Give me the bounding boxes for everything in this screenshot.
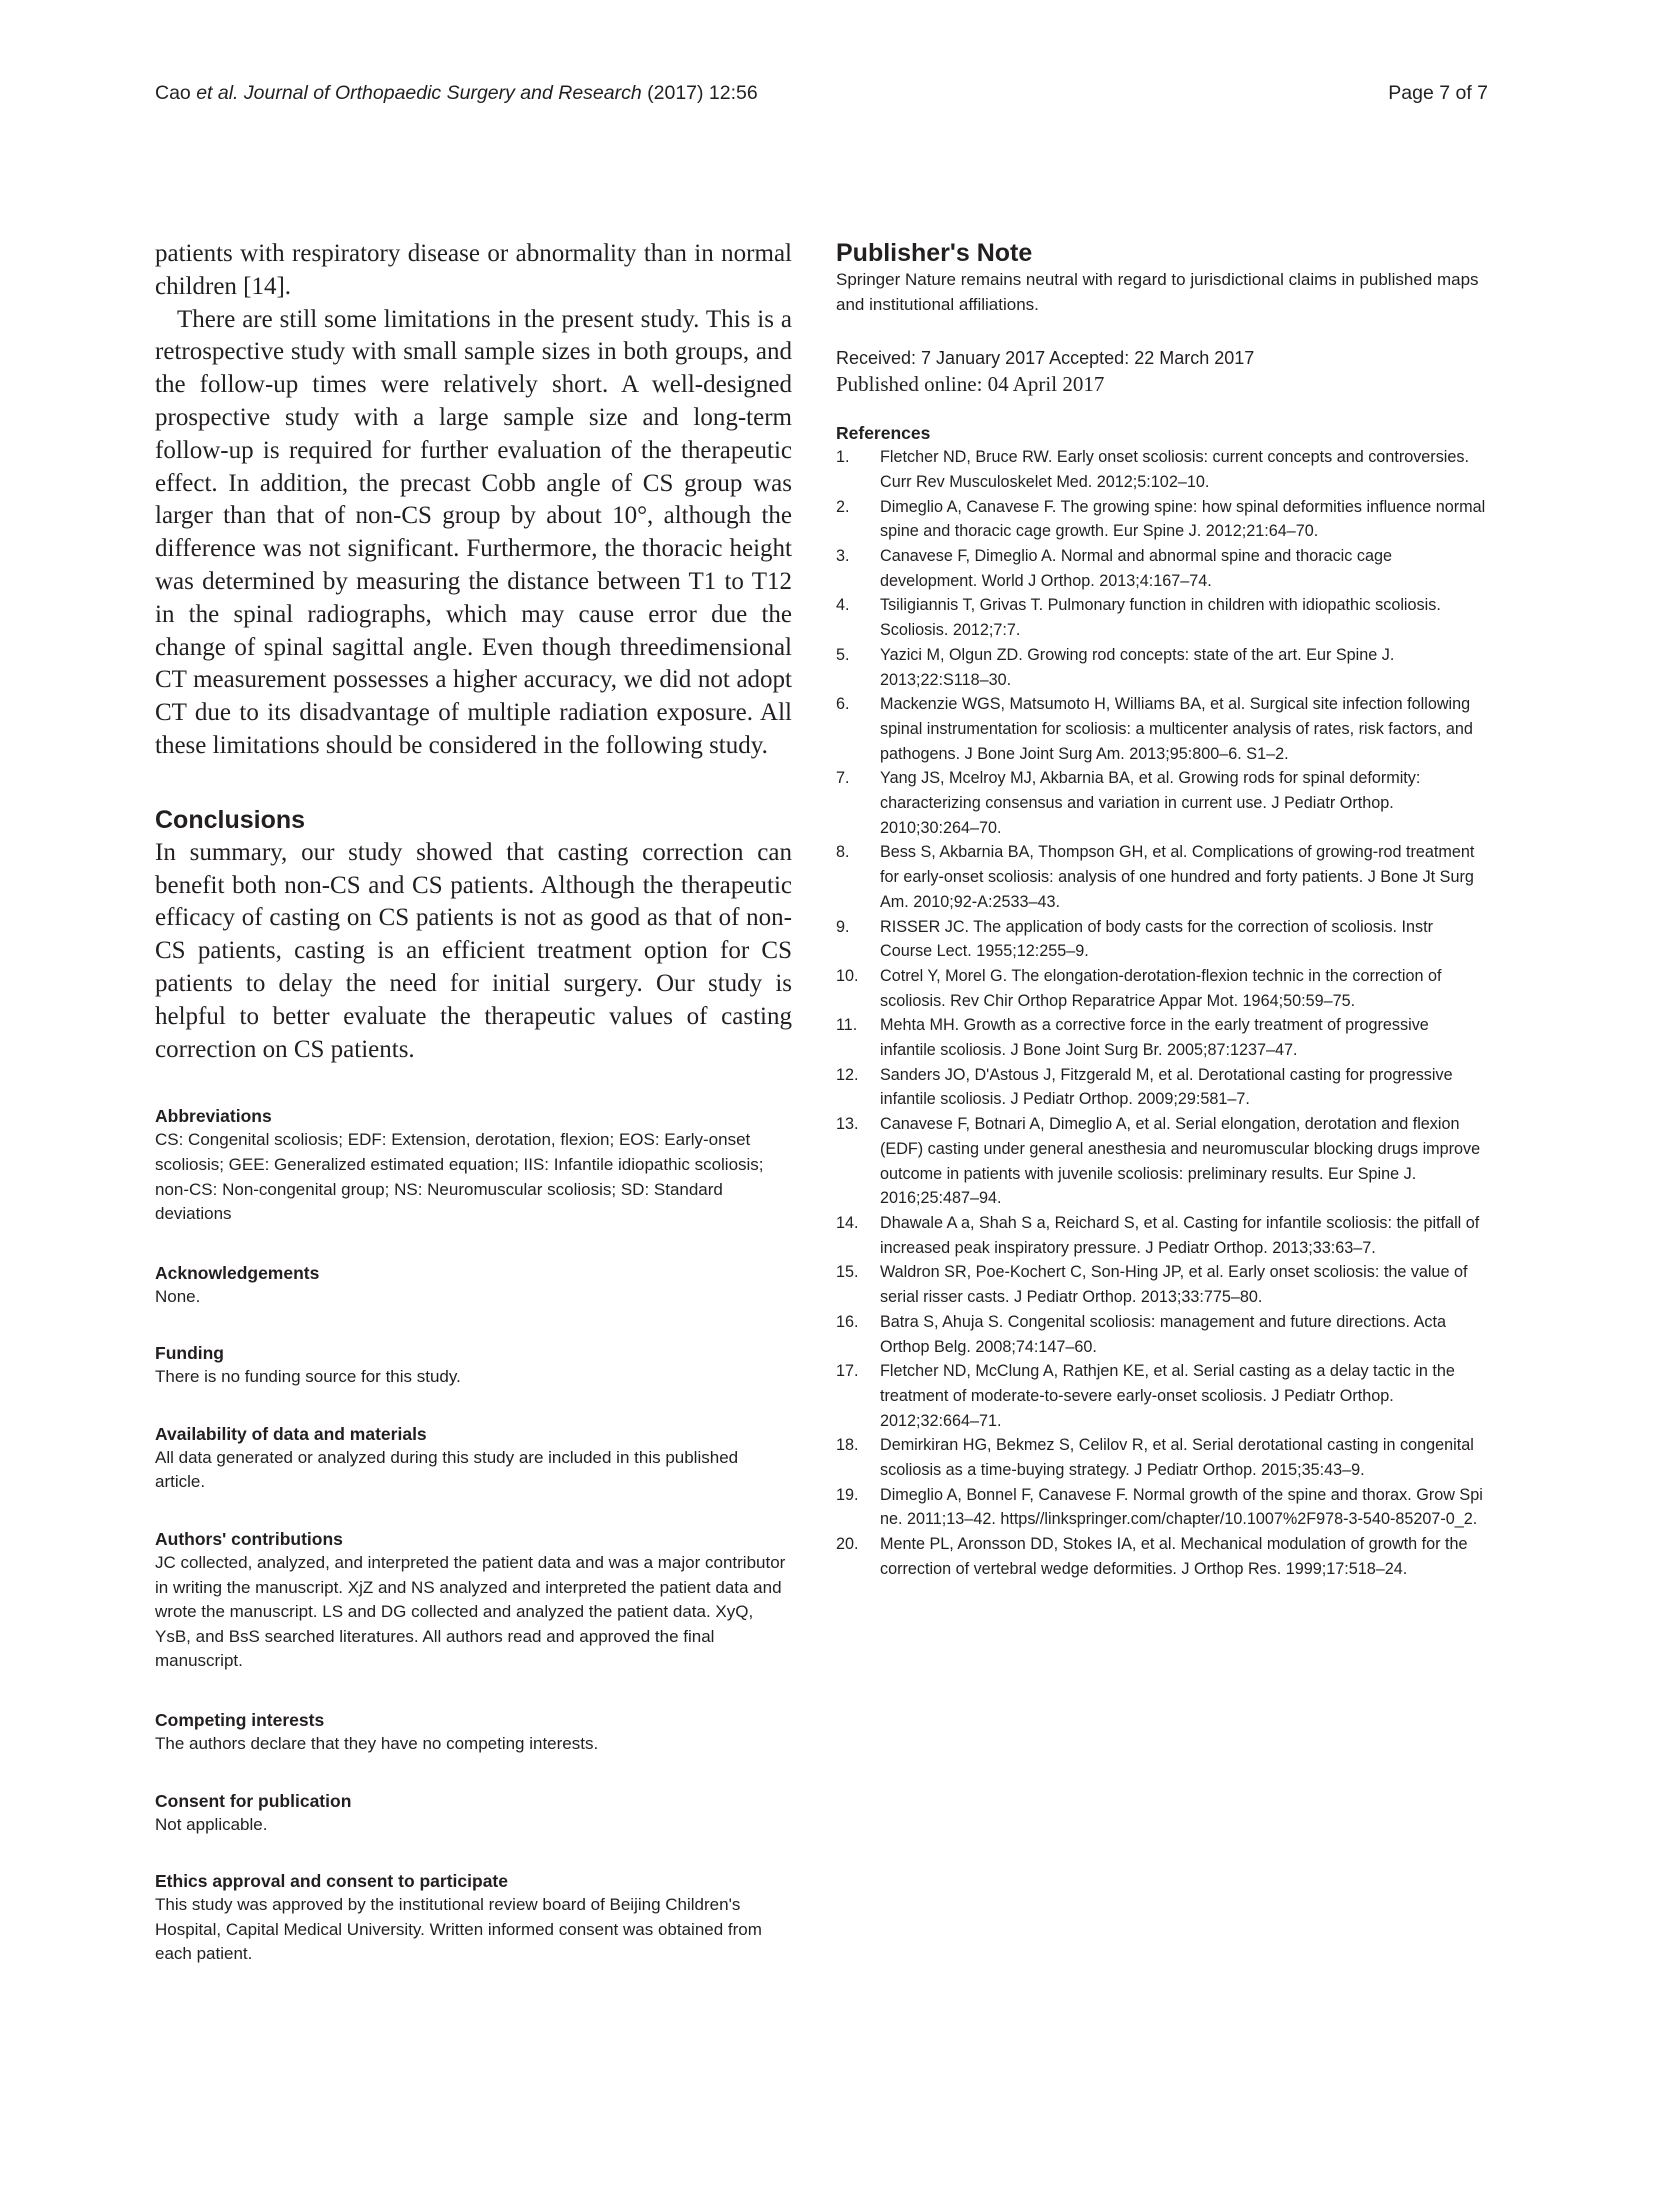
reference-list [836,445,1488,1581]
reference-item [836,964,1488,1013]
reference-item [836,643,1488,692]
authors-contributions-section [155,1527,792,1674]
reference-number: 20. [836,1535,859,1554]
competing-interests-text: The authors declare that they have no competing interests. [155,1734,599,1754]
reference-text: Cotrel Y, Morel G. The elongation-derotation-flexion technic in the correction of scoliosis. Rev Chir Orthop Reparatrice Appar Mot. 1964;50:59–75. [880,966,1442,1010]
reference-item [836,766,1488,840]
references-heading: References [836,423,931,444]
acknowledgements-heading: Acknowledgements [155,1262,320,1283]
reference-text: Mente PL, Aronsson DD, Stokes IA, et al. Mechanical modulation of growth for the correction of vertebral wedge deformities. J Orthop Res. 1999;17:518–24. [880,1535,1468,1578]
publishers-note-text: Springer Nature remains neutral with regard to jurisdictional claims in published maps and institutional affiliations. [836,270,1479,314]
abbreviations-heading: Abbreviations [155,1106,272,1127]
running-header [155,82,1488,122]
reference-text: Fletcher ND, Bruce RW. Early onset scoliosis: current concepts and controversies. Curr Rev Musculoskelet Med. 2012;5:102–10. [880,448,1469,491]
reference-text: Tsiligiannis T, Grivas T. Pulmonary function in children with idiopathic scoliosis. Scoliosis. 2012;7:7. [880,596,1441,640]
reference-text: Yazici M, Olgun ZD. Growing rod concepts: state of the art. Eur Spine J. 2013;22:S118–30. [880,645,1395,689]
reference-number: 5. [836,645,850,664]
reference-item [836,593,1488,642]
reference-text: Mackenzie WGS, Matsumoto H, Williams BA, et al. Surgical site infection following spinal instrumentation for scoliosis: a multicenter analysis of rates, risk factors, and pathogens. J Bone Joint Surg Am. 2013;95:800–6. S1–2. [880,695,1473,763]
reference-number: 1. [836,448,850,467]
discussion-paragraph-end: patients with respiratory disease or abnormality than in normal children [14]. [155,240,792,300]
reference-item [836,1112,1488,1211]
availability-heading: Availability of data and materials [155,1423,427,1444]
reference-text: Dimeglio A, Canavese F. The growing spine: how spinal deformities influence normal spine and thoracic cage growth. Eur Spine J. 2012;21:64–70. [880,497,1486,541]
availability-section [155,1422,792,1495]
reference-item [836,1013,1488,1062]
acknowledgements-text: None. [155,1286,201,1306]
ethics-text: This study was approved by the institutional review board of Beijing Children's Hospital, Capital Medical University. Written informed consent was obtained from each patient. [155,1895,762,1964]
reference-item [836,495,1488,544]
header-journal: Journal of Orthopaedic Surgery and Research [238,82,648,104]
reference-number: 11. [836,1016,858,1035]
reference-number: 18. [836,1436,859,1455]
acknowledgements-section [155,1261,792,1310]
reference-number: 17. [836,1362,859,1381]
reference-number: 14. [836,1213,859,1232]
reference-item [836,1211,1488,1260]
header-etal: et al. [196,82,239,104]
reference-text: Waldron SR, Poe-Kochert C, Son-Hing JP, et al. Early onset scoliosis: the value of serial risser casts. J Pediatr Orthop. 2013;33:775–80. [880,1263,1468,1307]
reference-text: Demirkiran HG, Bekmez S, Celilov R, et al. Serial derotational casting in congenital scoliosis as a time-buying strategy. J Pediatr Orthop. 2015;35:43–9. [880,1436,1474,1480]
reference-number: 13. [836,1115,859,1134]
consent-heading: Consent for publication [155,1790,352,1811]
reference-text: Batra S, Ahuja S. Congenital scoliosis: management and future directions. Acta Orthop Belg. 2008;74:147–60. [880,1312,1446,1356]
authors-contributions-text: JC collected, analyzed, and interpreted the patient data and was a major contributor in writing the manuscript. XjZ and NS analyzed and interpreted the patient data and wrote the manuscript. LS and DG collected and analyzed the patient data. XyQ, YsB, and BsS searched literatures. All authors read and approved the final manuscript. [155,1553,786,1671]
funding-text: There is no funding source for this study. [155,1367,461,1387]
reference-item [836,1063,1488,1112]
consent-text: Not applicable. [155,1814,268,1834]
reference-number: 7. [836,769,850,788]
right-column [836,238,1488,1582]
reference-text: Bess S, Akbarnia BA, Thompson GH, et al. Complications of growing-rod treatment for early-onset scoliosis: analysis of one hundred and forty patients. J Bone Jt Surg Am. 2010;92-A:2533–43. [880,843,1475,911]
reference-number: 6. [836,695,850,714]
reference-item [836,692,1488,766]
authors-contributions-heading: Authors' contributions [155,1529,343,1550]
received-accepted-dates: Received: 7 January 2017 Accepted: 22 March 2017 [836,348,1255,369]
reference-number: 4. [836,596,850,615]
reference-item [836,544,1488,593]
reference-text: Yang JS, Mcelroy MJ, Akbarnia BA, et al. Growing rods for spinal deformity: characterizing consensus and variation in current use. J Pediatr Orthop. 2010;30:264–70. [880,769,1421,837]
reference-item [836,1260,1488,1309]
reference-number: 15. [836,1263,859,1282]
abbreviations-section [155,1104,792,1226]
funding-heading: Funding [155,1343,225,1364]
header-authors: Cao [155,82,197,104]
reference-text: Canavese F, Botnari A, Dimeglio A, et al. Serial elongation, derotation and flexion (EDF) casting under general anesthesia and neuromuscular blocking drugs improve outcome in patients with juvenile scoliosis: preliminary results. Eur Spine J. 2016;25:487–94. [880,1115,1481,1208]
reference-item [836,1359,1488,1433]
reference-text: Canavese F, Dimeglio A. Normal and abnormal spine and thoracic cage development. World J Orthop. 2013;4:167–74. [880,547,1392,590]
ethics-heading: Ethics approval and consent to participate [155,1871,508,1892]
conclusions-heading: Conclusions [155,805,306,834]
publishers-note-heading: Publisher's Note [836,239,1033,267]
running-header-citation [155,82,758,105]
reference-item [836,1532,1488,1581]
reference-number: 12. [836,1065,859,1084]
reference-item [836,1483,1488,1532]
consent-section [155,1789,792,1838]
reference-text: Dhawale A a, Shah S a, Reichard S, et al. Casting for infantile scoliosis: the pitfall of increased peak inspiratory pressure. J Pediatr Orthop. 2013;33:63–7. [880,1213,1480,1257]
ethics-section [155,1869,792,1967]
reference-number: 19. [836,1485,859,1504]
competing-interests-heading: Competing interests [155,1710,325,1731]
reference-item [836,445,1488,494]
published-online-date: Published online: 04 April 2017 [836,372,1105,397]
header-volume: (2017) 12:56 [647,82,758,104]
competing-interests-section [155,1708,792,1757]
availability-text: All data generated or analyzed during this study are included in this published article. [155,1447,739,1492]
funding-section [155,1341,792,1390]
left-column [155,238,792,1967]
page-number: Page 7 of 7 [1388,82,1488,104]
reference-item [836,1433,1488,1482]
reference-item [836,840,1488,914]
reference-number: 10. [836,966,859,985]
reference-text: Fletcher ND, McClung A, Rathjen KE, et al. Serial casting as a delay tactic in the treatment of moderate-to-severe early-onset scoliosis. J Pediatr Orthop. 2012;32:664–71. [880,1362,1455,1430]
limitations-paragraph: There are still some limitations in the present study. This is a retrospective study with small sample sizes in both groups, and the follow-up times were relatively short. A well-designed prospective study with a large sample size and long-term follow-up is required for further evaluation of the therapeutic effect. In addition, the precast Cobb angle of CS group was larger than that of non-CS group by about 10°, although the difference was not significant. Furthermore, the thoracic height was determined by measuring the distance between T1 to T12 in the spinal radiographs, which may cause error due the change of spinal sagittal angle. Even though threedimensional CT measurement possesses a higher accuracy, we did not adopt CT due to its disadvantage of multiple radiation exposure. All these limitations should be considered in the following study. [155,305,792,759]
abbreviations-text: CS: Congenital scoliosis; EDF: Extension, derotation, flexion; EOS: Early-onset scoliosis; GEE: Generalized estimated equation; IIS: Infantile idiopathic scoliosis; non-CS: Non-congenital group; NS: Neuromuscular scoliosis; SD: Standard deviations [155,1130,764,1224]
reference-text: Dimeglio A, Bonnel F, Canavese F. Normal growth of the spine and thorax. Grow Spine. 2011;13–42. https//linkspringer.com/chapter/10.1007%2F978-3-540-85207-0_2. [880,1485,1483,1529]
reference-number: 16. [836,1312,859,1331]
reference-number: 9. [836,917,850,936]
reference-number: 3. [836,547,850,565]
reference-number: 2. [836,497,850,516]
reference-text: RISSER JC. The application of body casts for the correction of scoliosis. Instr Course Lect. 1955;12:255–9. [880,917,1434,961]
reference-item [836,915,1488,964]
reference-item [836,1310,1488,1359]
conclusions-text: In summary, our study showed that casting correction can benefit both non-CS and CS patients. Although the therapeutic efficacy of casting on CS patients is not as good as that of non-CS patients, casting is an efficient treatment option for CS patients to delay the need for initial surgery. Our study is helpful to better evaluate the therapeutic values of casting correction on CS patients. [155,838,792,1063]
reference-text: Mehta MH. Growth as a corrective force in the early treatment of progressive infantile scoliosis. J Bone Joint Surg Br. 2005;87:1237–47. [880,1016,1429,1060]
reference-number: 8. [836,843,850,862]
reference-text: Sanders JO, D'Astous J, Fitzgerald M, et al. Derotational casting for progressive infantile scoliosis. J Pediatr Orthop. 2009;29:581–7. [880,1065,1453,1109]
